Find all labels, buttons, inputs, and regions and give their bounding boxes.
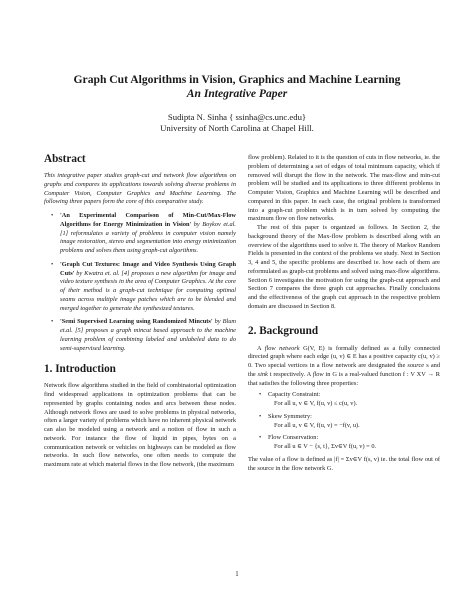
def-text-3: s and the [248, 362, 440, 378]
def-term-source: source [407, 362, 425, 369]
right-column [248, 154, 440, 473]
list-item [60, 318, 236, 353]
introduction-continuation: flow problem). Related to it is the question of cuts in flow networks, ie. the problem of determining a set of edges of total minimum capacity, which if removed will disrupt the flow in the network. The max-flow and min-cut problem will be studied and its applications to three different problems in Computer Vision, Graphics and Machine Learning will be described and compared in this paper. In each case, the original problem is transformed into a graph-cut problem which is in turn solved by computing the maximum flow on flow networks. [248, 154, 440, 223]
left-column [44, 152, 236, 470]
flow-value-definition: The value of a flow is defined as |f| = Σv∈V f(s, v) ie. the total flow out of the source in the flow network G. [248, 455, 440, 472]
background-heading: 2. Background [248, 324, 319, 337]
author-line: Sudipta N. Sinha { ssinha@cs.unc.edu} [167, 112, 307, 122]
paper-subtitle: An Integrative Paper [186, 87, 288, 100]
paper-2-body: by Kwatra et. al. [4] proposes a new algorithm for image and video texture synthesis in the area of Computer Graphics. At the core of their method is a graph-cut technique for computing optimal seams across multiple image patches which are to be blended and merged together to generate the synthesized textures. [60, 269, 236, 312]
flow-network-definition [248, 345, 440, 389]
page-number: 1 [235, 571, 239, 578]
def-text-2: G(V, E) is formally defined as a fully connected directed graph where each edge (u, v) ∈ E has a positive capacity c(u, v) ≥ 0. Two special vertices in a flow network are designated the [248, 344, 440, 369]
title-block [40, 73, 434, 134]
paper-3-title: 'Semi Supervised Learning using Randomized Mincuts' [60, 318, 213, 326]
property-formula: For all u ∈ V − {s, t}, Σv∈V f(u, v) = 0. [274, 443, 377, 450]
abstract-text: This integrative paper studies graph-cut and network flow algorithms on graphs and compares its applications towards solving diverse problems in Computer Vision, Computer Graphics and Machine Learning. The following three papers form the core of this comparative study. [44, 172, 236, 206]
list-item [60, 261, 236, 314]
def-term-flow-network: flow network [264, 344, 300, 352]
def-text-4: t respectively. A [267, 370, 313, 378]
def-text-1: A [257, 344, 265, 352]
core-papers-list [44, 212, 236, 353]
introduction-heading: 1. Introduction [44, 363, 116, 376]
list-item [268, 434, 440, 452]
property-formula: For all u, v ∈ V, f(u, v) = −f(v, u). [274, 421, 360, 429]
paper-2-title: 'Graph Cut Textures: Image and Video Synthesis Using Graph Cuts' [60, 260, 236, 277]
def-term-sink: sink [257, 370, 268, 378]
list-item [268, 413, 440, 431]
def-term-flow: flow [312, 370, 324, 378]
flow-properties-list [248, 391, 440, 452]
property-name: • Flow Conservation: [268, 434, 319, 442]
paper-3-body: by Blum et.al. [5] proposes a graph mincut based approach to the machine learning problem of combining labeled and unlabeled data to do semi-supervised learning. [60, 318, 236, 352]
paper-title: Graph Cut Algorithms in Vision, Graphics and Machine Learning [73, 73, 401, 86]
def-text-5: in G is a real-valued function f : V XV → R that satisfies the following three properties: [248, 370, 440, 387]
affiliation-line: University of North Carolina at Chapel Hill. [160, 123, 314, 133]
paper-outline: The rest of this paper is organized as follows. In Section 2, the background theory of the Max-flow problem is described along with an overview of the algorithms used to solve it. The theory of Markov Random Fields is presented in the context of the problems we study. Next in Section 3, 4 and 5, the specific problems are described ie. how each of them are reformulated as graph-cut problems and solved using max-flow algorithms. Section 6 investigates the motivation for using the graph-cut approach and Section 7 compares the three graph cut approaches. Finally conclusions and the effectiveness of the graph cut approach in the respective problem domain are discussed in Section 8. [248, 224, 440, 310]
property-formula: For all u, v ∈ V, f(u, v) ≤ c(u, v). [274, 400, 358, 407]
property-name: • Capacity Constraint: [268, 391, 321, 399]
list-item [60, 212, 236, 256]
list-item [268, 391, 440, 409]
introduction-text: Network flow algorithms studied in the field of combinatorial optimization find widespread applications in optimization problems that can be represented by graphs containing nodes and arcs between these nodes. Although network flows are used to solve problems in physical networks, often a larger variety of problems which have no inherent physical network can also be modeled using a network and a notion of flow in such a network. For instance the flow of liquid in pipes, bytes on a communication network or vehicles on highways can be modeled as flow networks. In such flow networks, one often needs to compute the maximum rate at which material flows in the flow network, (the maximum [44, 382, 236, 468]
abstract-heading: Abstract [44, 153, 86, 165]
paper-1-body: by Boykov et.al.[1] reformulates a variety of problems in computer vision namely image restoration, stereo and segmentation into energy minimization problems and solves them using graph-cut algorithms. [60, 220, 236, 254]
property-name: • Skew Symmetry: [268, 412, 312, 420]
paper-1-title: 'An Experimental Comparison of Min-Cut/Max-Flow Algorithms for Energy Minimization in Vision' [60, 212, 236, 228]
